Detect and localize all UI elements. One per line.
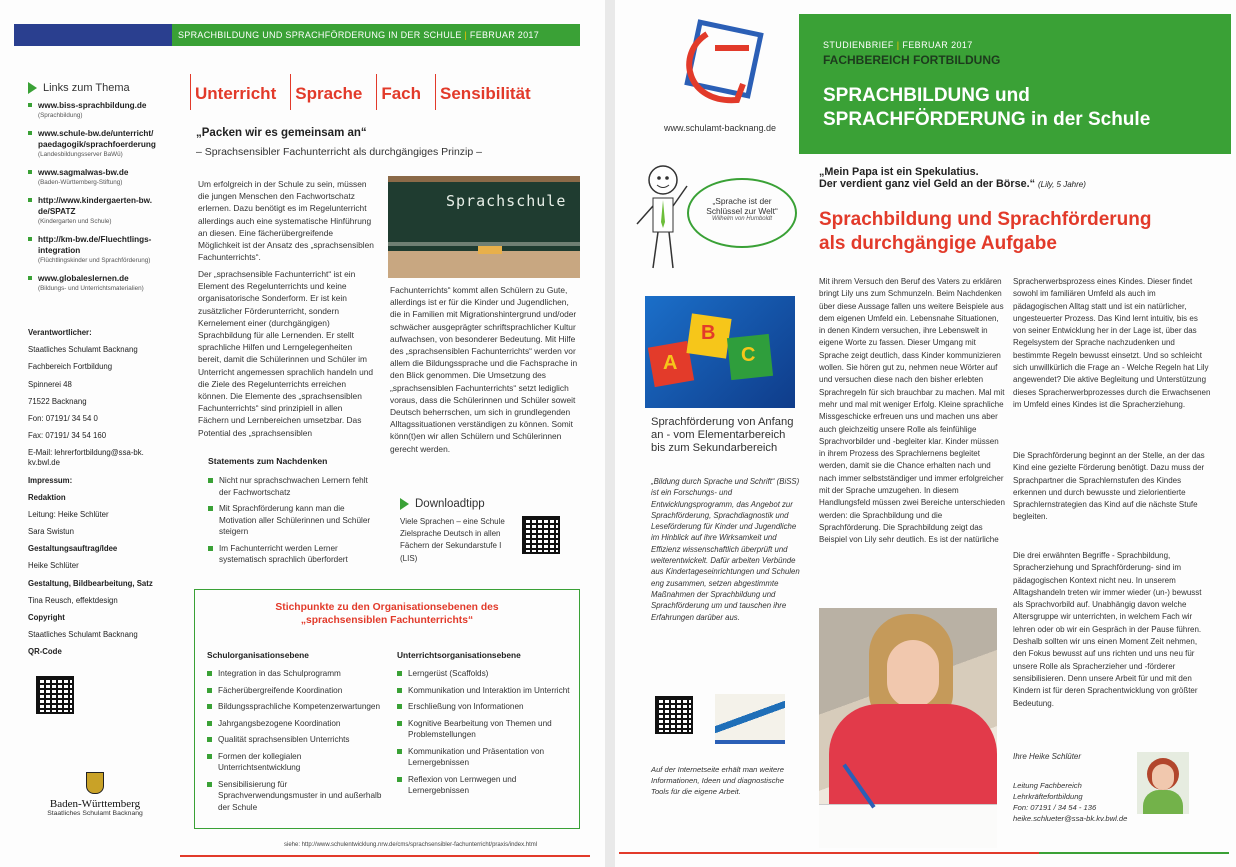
block-letter-a: A (663, 352, 678, 374)
schul-title: Schulorganisationsebene (207, 650, 309, 660)
left-page (0, 0, 605, 867)
bullet-icon (28, 131, 32, 135)
block-letter-b: B (701, 322, 716, 344)
book-image (715, 694, 785, 744)
chalkboard-text: Sprachschule (446, 192, 567, 210)
download-text: Viele Sprachen – eine Schule Zielsprache Deutsch in allen Fächern der Sekundarstufe I (LIS) (400, 517, 505, 563)
imprint-line: Fon: 07191/ 34 54 0 (28, 413, 98, 423)
bubble-line-1: „Sprache ist der (712, 196, 772, 206)
imprint-heading: Gestaltungsauftrag/Idee (28, 544, 118, 554)
imprint-heading: Redaktion (28, 492, 66, 502)
side-text: „Bildung durch Sprache und Schrift“ (BiSS) ist ein Forschungs- und Entwicklungsprogramm, das Angebot zur Sprachförderung, Sprachdiagnostik und Leseförderung für Kinder und Jugendliche im Hinblick auf ihre Wirksamkeit und Effizienz wissenschaftlich überprüft und weiterentwickelt. Dafür arbeiten Verbünde aus Kindertageseinrichtungen und Schulen eng zusammen, setzen abgestimmte Maßnahmen der Sprachbildung und Sprachförderung um und tauschen ihre Erfahrungen darüber aus. (651, 477, 800, 622)
girl-face (887, 640, 939, 708)
logo-subtitle: Staatliches Schulamt Backnang (47, 810, 143, 817)
imprint-line: Tina Reusch, effektdesign (28, 595, 118, 605)
lily-quote-2: Der verdient ganz viel Geld an der Börse.“ (819, 178, 1036, 190)
right-page (615, 0, 1236, 867)
quote-bubble (687, 178, 797, 248)
list-item: Nicht nur sprachschwachen Lernern fehlt der Fachwortschatz (208, 475, 374, 498)
unter-col (397, 650, 573, 802)
box-title-1: Stichpunkte zu den Organisationsebenen des (275, 602, 499, 613)
box-title-2: „sprachsensiblen Fachunterrichts“ (300, 615, 474, 626)
band-dept: FACHBEREICH FORTBILDUNG (823, 53, 1001, 67)
right-header-band (799, 14, 1231, 154)
side-title: Sprachförderung von Anfang an - vom Elementarbereich bis zum Sekundarbereich (651, 416, 794, 454)
band-title-1: SPRACHBILDUNG und (823, 85, 1030, 106)
author-face (1152, 764, 1174, 790)
keyword-1: Sprache (290, 74, 370, 110)
imprint-line: E-Mail: lehrerfortbildung@ssa-bk. kv.bwl.de (28, 448, 144, 468)
list-item: Erschließung von Informationen (397, 701, 573, 713)
statements (198, 456, 374, 571)
contact-line: Lehrkräftefortbildung (1013, 792, 1083, 801)
col1-p2: Der „sprachsensible Fachunterricht“ ist ein Element des Regelunterrichts und keine organisatorische Sonderform. Er ist kein zusätzlicher Förderunterricht, sondern Kernelement einer (durchgängigen) Sprachbildung für alle Lernenden. Er stellt sprachliche Hilfen und Lerngelegenheiten bereit, damit die Schülerinnen und Schüler im Unterricht angemessen sprachlich handeln und die Ziele des Regelunterrichts erreichen können. Die Elemente des „sprachsensiblen Fachunterrichts“ sind prinzipiell in allen Fächern und Lernbereichen umsetzbar. Das Potential des „sprachsensiblen (198, 269, 374, 438)
schul-col (207, 650, 383, 818)
block-letter-c: C (741, 344, 756, 366)
contact-line: Leitung Fachbereich (1013, 781, 1082, 790)
left-header-band (172, 24, 580, 46)
abc-blocks-image (645, 296, 795, 408)
link-item[interactable] (28, 100, 170, 120)
list-item: Fächerübergreifende Koordination (207, 685, 383, 697)
notebook (819, 804, 997, 848)
band-date: FEBRUAR 2017 (902, 40, 973, 50)
author-top (1143, 790, 1183, 814)
schul-list (207, 668, 383, 813)
col1-p1: Um erfolgreich in der Schule zu sein, müssen die jungen Menschen den Fachwortschatz erlernen. Dazu benötigt es im Regelunterricht allerdings auch eine systematische Hinführung an diesen. Eine fächerübergreifende Möglichkeit ist der Ansatz des „sprachsensiblen Fachunterrichts“. (198, 179, 374, 263)
list-item: Mit Sprachförderung kann man die Motivation aller Schülerinnen und Schüler steigern (208, 503, 374, 538)
logo-url[interactable]: www.schulamt-backnang.de (663, 123, 777, 133)
statements-title: Statements zum Nachdenken (208, 456, 328, 466)
link-url[interactable]: www.globaleslernen.de (38, 274, 129, 284)
imprint-line: Leitung: Heike Schlüter (28, 509, 109, 519)
list-item: Im Fachunterricht werden Lerner systematisch sprachlich überfordert (208, 543, 374, 566)
arrow-right-icon (400, 498, 409, 510)
bullet-icon (28, 237, 32, 241)
footer-source[interactable]: siehe: http://www.schulentwicklung.nrw.de/cms/sprachsensibler-fachunterricht/praxis/index.html (284, 842, 538, 848)
list-item: Bildungssprachliche Kompetenzerwartungen (207, 701, 383, 713)
contact-line[interactable]: heike.schlueter@ssa-bk.kv.bwl.de (1013, 814, 1128, 823)
link-url[interactable]: www.schule-bw.de/unterricht/ paedagogik/sprachfoerderung (38, 129, 156, 150)
bullet-icon (28, 103, 32, 107)
link-desc: (Landesbildungsserver BaWü) (38, 151, 123, 159)
article-col2-p3: Die drei erwähnten Begriffe - Sprachbildung, Spracherziehung und Sprachförderung- sind im pädagogischen Kontext nicht neu. In unserem Alltagshandeln treten wir immer wieder (un-) bewusst als Sprachvorbild auf. Unabhängig davon welche Altersgruppe wir unterrichten, in welchem Fach wir lehren oder ob wir ein Gespräch in der Pause führen. Deshalb sollten wir uns einen Moment Zeit nehmen, den Fokus bewusst auf uns richten und uns neu für unsere Rolle als Spracherzieher und -förderer sensibilisieren. Denn unsere Arbeit für und mit den Kindern ist für deren Sprachentwicklung von größter Bedeutung. (1013, 551, 1202, 708)
logo-title: Baden-Württemberg (49, 798, 141, 810)
unter-title: Unterrichtsorganisationsebene (397, 650, 521, 660)
link-item[interactable] (28, 273, 170, 293)
list-item: Kommunikation und Interaktion im Unterricht (397, 685, 573, 697)
link-desc: (Flüchtlingskinder und Sprachförderung) (38, 257, 151, 265)
article-col2-p2: Die Sprachförderung beginnt an der Stelle, an der das Kind eine gezielte Förderung benötigt. Dazu muss der Sprachpartner die Sprachlernstufen des Kindes erkennen und durch bewusste und zielorientierte Sprachlernstrategien das Kind auf die nächste Stufe begleiten. (1013, 451, 1205, 522)
bw-logo (30, 772, 160, 817)
contact-line: Fon: 07191 / 34 54 - 136 (1013, 803, 1097, 812)
lily-quote-1: „Mein Papa ist ein Spekulatius. (819, 166, 979, 178)
link-url[interactable]: http://km-bw.de/Fluechtlings- integration (38, 235, 152, 256)
article-headline (819, 208, 1229, 256)
link-item[interactable] (28, 167, 170, 187)
left-header-sep: | (464, 30, 468, 40)
unter-list (397, 668, 573, 797)
bullet-icon (28, 276, 32, 280)
band-line (823, 40, 1231, 50)
link-desc: (Kindergarten und Schule) (38, 218, 112, 226)
side-note: Auf der Internetseite erhält man weitere Informationen, Ideen und diagnostische Tools für die eigene Arbeit. (651, 765, 784, 796)
list-item: Formen der kollegialen Unterrichtsentwicklung (207, 751, 383, 774)
imprint-line: Spinnerei 48 (28, 379, 72, 389)
article-col2-p1: Spracherwerbsprozess eines Kindes. Dieser findet sowohl im familiären Umfeld als auch im pädagogischen Alltag statt und ist ein natürlicher, ungesteuerter Prozess. Das Kind lernt intuitiv, bis es von seiner Entwicklung her in der Lage ist, über das Regelsystem der Sprache nachzudenken und bestimmte Regeln bewusst einsetzt. Und so schleicht sich unwillkürlich die Frage an - Welche Regeln hat Lily angewendet? Die aktive Begleitung und Unterstützung dieses Spracherwerbprozesses durch die Erwachsenen im Umfeld eines Kindes ist die Spracherziehung. (1013, 277, 1211, 409)
organisation-box (194, 589, 580, 829)
schulamt-logo-icon (645, 14, 795, 124)
imprint-line: Fax: 07191/ 34 54 160 (28, 431, 107, 441)
signoff: Ihre Heike Schlüter (1013, 752, 1082, 761)
article-subtitle: – Sprachsensibler Fachunterricht als durchgängiges Prinzip – (196, 146, 482, 158)
link-desc: (Sprachbildung) (38, 112, 83, 120)
imprint-heading: Gestaltung, Bildbearbeitung, Satz (28, 578, 153, 588)
contact (1013, 780, 1143, 824)
imprint-line: 71522 Backnang (28, 396, 87, 406)
qr-code-left[interactable] (36, 676, 74, 714)
bubble-line-2: Schlüssel zur Welt“ (706, 206, 778, 216)
article-quote-title: „Packen wir es gemeinsam an“ (196, 127, 367, 139)
imprint-heading: Impressum: (28, 475, 73, 485)
link-url[interactable]: http://www.kindergaerten-bw. de/SPATZ (38, 196, 153, 217)
headline-1: Sprachbildung und Sprachförderung (819, 209, 1152, 230)
band-title-2: SPRACHFÖRDERUNG in der Schule (823, 109, 1151, 130)
lily-quote (819, 166, 1229, 190)
keyword-0: Unterricht (190, 74, 284, 110)
bubble-author: Wilhelm von Humboldt (712, 216, 772, 222)
bullet-icon (28, 198, 32, 202)
list-item: Kommunikation und Präsentation von Lernergebnissen (397, 746, 573, 769)
left-header-date: FEBRUAR 2017 (469, 30, 540, 40)
list-item: Reflexion von Lernwegen und Lernergebnissen (397, 774, 573, 797)
article-col1: Mit ihrem Versuch den Beruf des Vaters zu erklären bringt Lily uns zum Schmunzeln. Beim Nachdenken über diese Aussage fallen uns weitere Beispiele aus dem eigenen Umfeld ein. Lebensnahe Situationen, in denen Kindern versuchen, ihre Lebenswelt in eigene Worte zu fassen. Dieser Umgang mit Sprache zeigt deutlich, dass Kinder kommunizieren wollen. Sie hören gut zu, nehmen neue Wörter auf und versuchen diese nach den bisher erlebten Sprachregeln für sich brauchbar zu machen. Mal mit mehr und mal mit weniger Erfolg. Kleine sprachliche Missgeschicke erfreuen uns und machen uns aber auch gleichzeitig unsere Rolle als feinfühlige Sprachvorbilder und -begleiter klar. Kinder müssen in ihrem Prozess des Sprachlernens begleitet werden, damit sie die Chance erhalten nach und nach immer selbstständiger und immer erfolgreicher mit der Sprache umzugehen. In diesem Handlungsfeld müssen zwei Bereiche unterschieden werden: die Sprachbildung und die Sprachförderung. Die Sprachbildung zeigt das Beispiel von Lily sehr deutlich. Es ist der natürliche (819, 277, 1005, 545)
keyword-3: Sensibilität (435, 74, 539, 110)
headline-2: als durchgängige Aufgabe (819, 233, 1057, 254)
link-url[interactable]: www.biss-sprachbildung.de (38, 101, 147, 111)
girl-shirt (829, 704, 997, 808)
imprint (28, 328, 170, 665)
col2-p1: Fachunterrichts“ kommt allen Schülern zu Gute, allerdings ist er für die Kinder und Jugendlichen, die in Familien mit Migrationshintergrund und/oder schwächer ausgeprägter schriftsprachlicher Kultur aufwachsen, von besonderer Bedeutung. Mit Hilfe des „sprachsensiblen Fachunterrichts“ werden vor allem die Bildungssprache und die Fachsprache in den Blick genommen. Die Umsetzung des „sprachsensiblen Fachunterrichts“ setzt lediglich voraus, dass die Schülerinnen und Schüler soweit Deutsch beherrschen, um sich in grundlegenden Alltagssituationen verständigen zu können. Somit könn(t)en wir allen Schülern und Schülerinnen gerecht werden. (390, 285, 578, 454)
link-desc: (Bildungs- und Unterrichtsmaterialien) (38, 285, 144, 293)
author-photo (1137, 752, 1189, 814)
left-top-rule (14, 24, 172, 46)
download-title: Downloadtipp (400, 498, 580, 510)
list-item: Lerngerüst (Scaffolds) (397, 668, 573, 680)
right-bottom-rule-green (1039, 852, 1229, 854)
imprint-heading: Verantwortlicher: (28, 328, 92, 337)
qr-code-right[interactable] (655, 696, 693, 734)
band-sep: | (896, 40, 900, 50)
chalkboard-image (388, 176, 580, 278)
list-item: Qualität sprachsensiblen Unterrichts (207, 734, 383, 746)
band-label: STUDIENBRIEF (823, 40, 894, 50)
list-item: Integration in das Schulprogramm (207, 668, 383, 680)
imprint-line: Heike Schlüter (28, 561, 79, 571)
links-list (28, 100, 170, 293)
link-item[interactable] (28, 128, 170, 159)
imprint-line: Fachbereich Fortbildung (28, 362, 113, 372)
girl-writing-photo (819, 608, 997, 848)
list-item: Jahrgangsbezogene Koordination (207, 718, 383, 730)
keyword-2: Fach (376, 74, 429, 110)
bullet-icon (28, 170, 32, 174)
link-desc: (Baden-Württemberg-Stiftung) (38, 179, 123, 187)
statements-list (198, 475, 374, 566)
coat-of-arms-icon (86, 772, 104, 794)
right-bottom-rule (619, 852, 1039, 854)
links-section (28, 82, 170, 301)
list-item: Sensibilisierung für Sprachverwendungsmuster in und außerhalb der Schule (207, 779, 383, 814)
link-item[interactable] (28, 195, 170, 226)
imprint-heading: Copyright (28, 613, 65, 622)
schulamt-logo (645, 14, 795, 134)
link-item[interactable] (28, 234, 170, 265)
qr-code-download[interactable] (522, 516, 560, 554)
left-bottom-rule (180, 855, 590, 857)
list-item: Kognitive Bearbeitung von Themen und Problemstellungen (397, 718, 573, 741)
imprint-line: Staatliches Schulamt Backnang (28, 345, 138, 355)
arrow-right-icon (28, 82, 37, 94)
lily-quote-author: (Lily, 5 Jahre) (1038, 180, 1086, 189)
sponge (478, 246, 502, 254)
left-header-title: SPRACHBILDUNG UND SPRACHFÖRDERUNG IN DER SCHULE (178, 30, 462, 40)
keywords (190, 74, 590, 110)
download-tip (400, 498, 580, 565)
imprint-line: Sara Swistun (28, 527, 74, 537)
links-title: Links zum Thema (28, 82, 170, 94)
imprint-line: Staatliches Schulamt Backnang (28, 630, 138, 640)
link-url[interactable]: www.sagmalwas-bw.de (38, 168, 129, 178)
imprint-heading: QR-Code (28, 647, 62, 657)
